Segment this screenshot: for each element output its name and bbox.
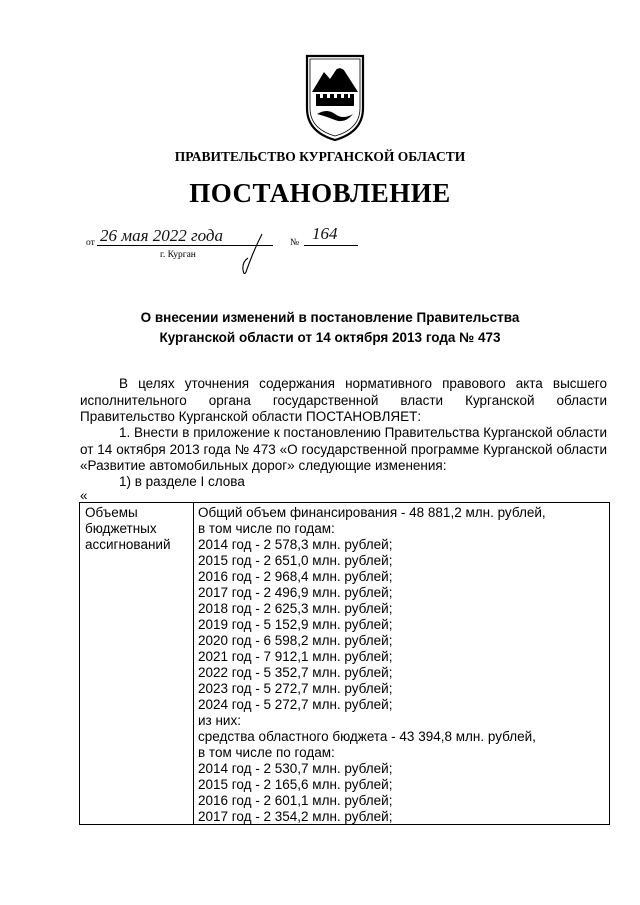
table-line: из них: [198, 713, 241, 728]
left-header-line: Объемы [85, 505, 138, 520]
body-paragraph-3: 1) в разделе I слова [119, 474, 245, 489]
title-line-1: О внесении изменений в постановление Правительства [140, 310, 520, 325]
table-line: 2014 год - 2 530,7 млн. рублей; [198, 761, 393, 776]
table-right-cell [194, 503, 609, 825]
table-line: 2023 год - 5 272,7 млн. рублей; [198, 681, 393, 696]
body-paragraph-1: В целях уточнения содержания нормативного правового акта высшего исполнительного органа государственной власти Курганской области Правительство Курганской области ПОСТАНОВЛЯЕТ: [80, 376, 607, 424]
coat-of-arms-emblem [303, 52, 367, 144]
budget-table [79, 502, 610, 825]
table-line: 2014 год - 2 578,3 млн. рублей; [198, 537, 393, 552]
number-underline [304, 245, 358, 246]
table-line: 2015 год - 2 165,6 млн. рублей; [198, 777, 393, 792]
table-line: в том числе по годам: [198, 521, 335, 536]
table-line: 2021 год - 7 912,1 млн. рублей; [198, 649, 393, 664]
table-line: 2017 год - 2 496,9 млн. рублей; [198, 585, 393, 600]
date-prefix: от [86, 238, 95, 248]
table-line: 2016 год - 2 968,4 млн. рублей; [198, 569, 393, 584]
table-line: 2024 год - 5 272,7 млн. рублей; [198, 697, 393, 712]
city-label: г. Курган [160, 250, 196, 260]
table-line: Общий объем финансирования - 48 881,2 млн. рублей, [198, 505, 546, 520]
table-line: 2022 год - 5 352,7 млн. рублей; [198, 665, 393, 680]
table-line: 2017 год - 2 354,2 млн. рублей; [198, 809, 393, 824]
table-line: 2016 год - 2 601,1 млн. рублей; [198, 793, 393, 808]
left-header-line: бюджетных [85, 521, 157, 536]
table-line: в том числе по годам: [198, 745, 335, 760]
table-left-cell [80, 503, 194, 824]
number-prefix: № [290, 238, 300, 248]
signature-mark [236, 232, 268, 276]
table-line: 2015 год - 2 651,0 млн. рублей; [198, 553, 393, 568]
table-line: 2020 год - 6 598,2 млн. рублей; [198, 633, 393, 648]
number-value-handwritten: 164 [312, 224, 338, 243]
document-title [80, 308, 580, 348]
left-header-line: ассигнований [85, 537, 171, 552]
open-quote: « [80, 488, 88, 503]
document-type-heading: ПОСТАНОВЛЕНИЕ [189, 178, 451, 208]
date-value-handwritten: 26 мая 2022 года [100, 226, 224, 245]
table-line: 2019 год - 5 152,9 млн. рублей; [198, 617, 393, 632]
organization-name: ПРАВИТЕЛЬСТВО КУРГАНСКОЙ ОБЛАСТИ [174, 149, 466, 164]
table-line: 2018 год - 2 625,3 млн. рублей; [198, 601, 393, 616]
body-paragraph-2: 1. Внести в приложение к постановлению Правительства Курганской области от 14 октября 2013 года № 473 «О государственной программе Курганской области «Развитие автомобильных дорог» следующие изменения: [80, 425, 607, 473]
title-line-2: Курганской области от 14 октября 2013 года № 473 [159, 330, 501, 345]
table-line: средства областного бюджета - 43 394,8 млн. рублей, [198, 729, 536, 744]
